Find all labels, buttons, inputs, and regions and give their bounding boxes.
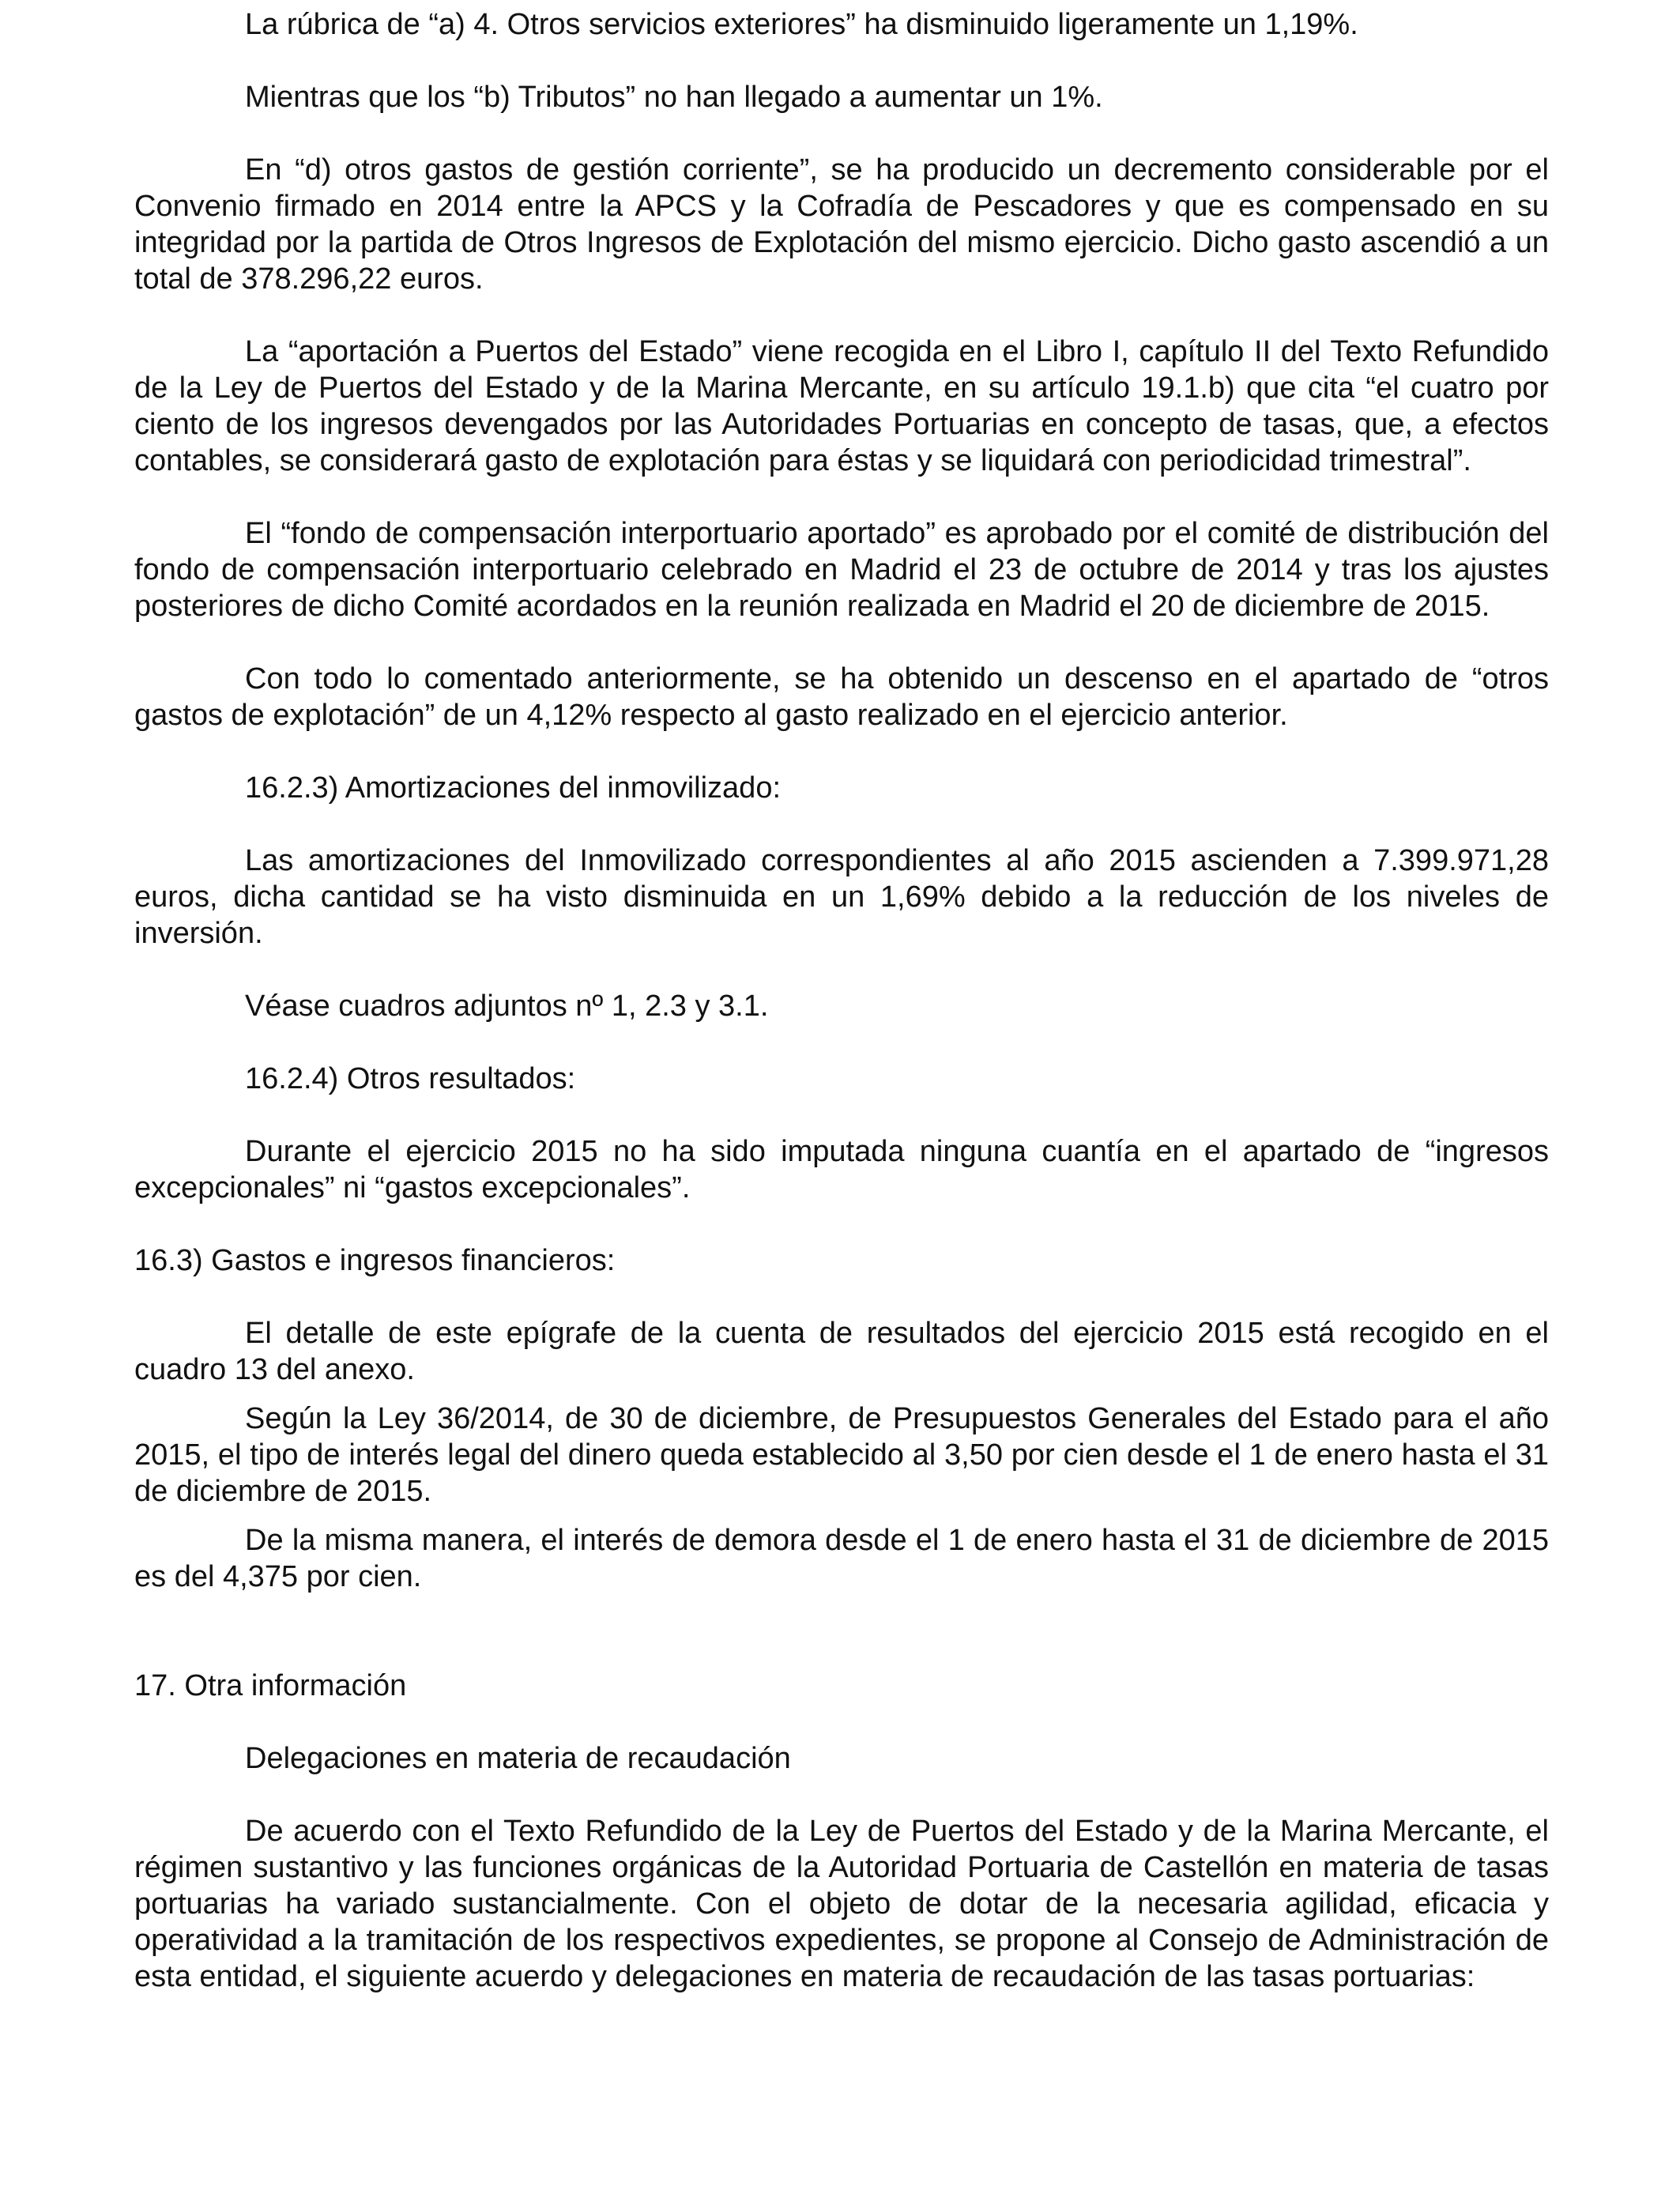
- paragraph-otros-gastos-gestion: En “d) otros gastos de gestión corriente”, se ha producido un decremento considerable por el Convenio firmado en 2014 entre la APCS y la Cofradía de Pescadores y que es compensado en su integridad por la partida de Otros Ingresos de Explotación del mismo ejercicio. Dicho gasto ascendió a un total de 378.296,22 euros.: [134, 153, 1549, 296]
- heading-otros-resultados: 16.2.4) Otros resultados:: [245, 1062, 576, 1095]
- page-body: [134, 6, 1549, 1995]
- paragraph-aportacion-puertos: La “aportación a Puertos del Estado” viene recogida en el Libro I, capítulo II del Texto Refundido de la Ley de Puertos del Estado y de la Marina Mercante, en su artículo 19.1.b) que cita “el cuatro por ciento de los ingresos devengados por las Autoridades Portuarias en concepto de tasas, que, a efectos contables, se considerará gasto de explotación para éstas y se liquidará con periodicidad trimestral”.: [134, 335, 1549, 477]
- paragraph-interes-legal: Según la Ley 36/2014, de 30 de diciembre, de Presupuestos Generales del Estado para el año 2015, el tipo de interés legal del dinero queda establecido al 3,50 por cien desde el 1 de enero hasta el 31 de diciembre de 2015.: [134, 1402, 1549, 1508]
- paragraph-interes-demora: De la misma manera, el interés de demora desde el 1 de enero hasta el 31 de diciembre de 2015 es del 4,375 por cien.: [134, 1524, 1549, 1593]
- paragraph-fondo-compensacion: El “fondo de compensación interportuario aportado” es aprobado por el comité de distribución del fondo de compensación interportuario celebrado en Madrid el 23 de octubre de 2014 y tras los ajustes posteriores de dicho Comité acordados en la reunión realizada en Madrid el 20 de diciembre de 2015.: [134, 517, 1549, 623]
- paragraph-vease-cuadros: Véase cuadros adjuntos nº 1, 2.3 y 3.1.: [245, 990, 769, 1023]
- paragraph-delegaciones: De acuerdo con el Texto Refundido de la Ley de Puertos del Estado y de la Marina Mercante, el régimen sustantivo y las funciones orgánicas de la Autoridad Portuaria de Castellón en materia de tasas portuarias ha variado sustancialmente. Con el objeto de dotar de la necesaria agilidad, eficacia y operatividad a la tramitación de los respectivos expedientes, se propone al Consejo de Administración de esta entidad, el siguiente acuerdo y delegaciones en materia de recaudación de las tasas portuarias:: [134, 1815, 1549, 1993]
- heading-otra-informacion: 17. Otra información: [134, 1669, 407, 1702]
- paragraph-amortizaciones: Las amortizaciones del Inmovilizado correspondientes al año 2015 ascienden a 7.399.971,28 euros, dicha cantidad se ha visto disminuida en un 1,69% debido a la reducción de los niveles de inversión.: [134, 844, 1549, 950]
- paragraph-descenso-gastos: Con todo lo comentado anteriormente, se ha obtenido un descenso en el apartado de “otros gastos de explotación” de un 4,12% respecto al gasto realizado en el ejercicio anterior.: [134, 662, 1549, 732]
- paragraph-otros-servicios: La rúbrica de “a) 4. Otros servicios exteriores” ha disminuido ligeramente un 1,19%.: [245, 8, 1358, 41]
- paragraph-detalle-epigrafe: El detalle de este epígrafe de la cuenta de resultados del ejercicio 2015 está recogido en el cuadro 13 del anexo.: [134, 1317, 1549, 1386]
- paragraph-otros-resultados: Durante el ejercicio 2015 no ha sido imputada ninguna cuantía en el apartado de “ingresos excepcionales” ni “gastos excepcionales”.: [134, 1135, 1549, 1204]
- heading-delegaciones: Delegaciones en materia de recaudación: [245, 1742, 791, 1775]
- paragraph-tributos: Mientras que los “b) Tributos” no han llegado a aumentar un 1%.: [245, 81, 1103, 114]
- heading-gastos-financieros: 16.3) Gastos e ingresos financieros:: [134, 1244, 616, 1277]
- heading-amortizaciones: 16.2.3) Amortizaciones del inmovilizado:: [245, 771, 782, 805]
